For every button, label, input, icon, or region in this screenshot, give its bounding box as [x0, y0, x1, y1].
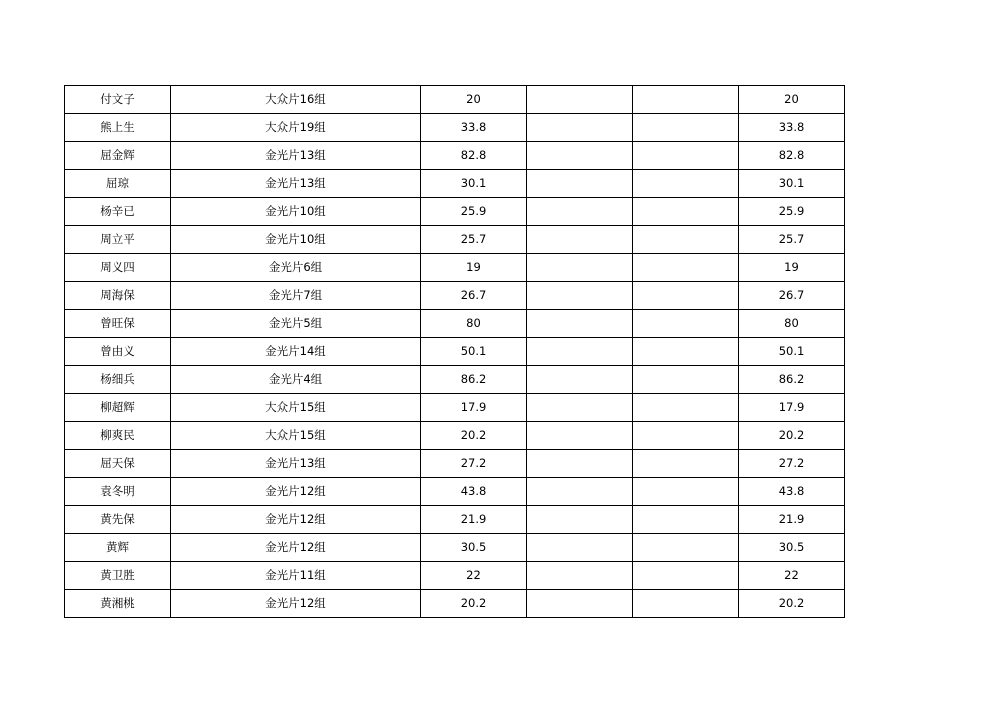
- table-row: [65, 534, 845, 562]
- table-row: [65, 366, 845, 394]
- empty-cell: [527, 534, 633, 562]
- empty-cell: [527, 114, 633, 142]
- table-row: [65, 114, 845, 142]
- total-cell: 30.5: [739, 534, 845, 562]
- empty-cell: [527, 338, 633, 366]
- name-cell: 杨细兵: [65, 366, 171, 394]
- total-cell: 20.2: [739, 590, 845, 618]
- table-row: [65, 450, 845, 478]
- empty-cell: [633, 338, 739, 366]
- empty-cell: [527, 86, 633, 114]
- empty-cell: [527, 254, 633, 282]
- amount-cell: 33.8: [421, 114, 527, 142]
- amount-cell: 22: [421, 562, 527, 590]
- empty-cell: [527, 310, 633, 338]
- empty-cell: [527, 170, 633, 198]
- empty-cell: [527, 450, 633, 478]
- group-cell: 大众片15组: [171, 422, 421, 450]
- total-cell: 33.8: [739, 114, 845, 142]
- empty-cell: [633, 170, 739, 198]
- amount-cell: 80: [421, 310, 527, 338]
- empty-cell: [527, 506, 633, 534]
- name-cell: 杨辛已: [65, 198, 171, 226]
- group-cell: 金光片11组: [171, 562, 421, 590]
- group-cell: 大众片15组: [171, 394, 421, 422]
- empty-cell: [633, 534, 739, 562]
- empty-cell: [633, 282, 739, 310]
- empty-cell: [633, 142, 739, 170]
- table-row: [65, 394, 845, 422]
- total-cell: 19: [739, 254, 845, 282]
- empty-cell: [633, 86, 739, 114]
- empty-cell: [527, 562, 633, 590]
- table-row: [65, 478, 845, 506]
- name-cell: 袁冬明: [65, 478, 171, 506]
- total-cell: 25.9: [739, 198, 845, 226]
- group-cell: 大众片16组: [171, 86, 421, 114]
- total-cell: 82.8: [739, 142, 845, 170]
- amount-cell: 20.2: [421, 590, 527, 618]
- empty-cell: [633, 394, 739, 422]
- amount-cell: 50.1: [421, 338, 527, 366]
- table-body: [65, 86, 845, 618]
- name-cell: 曾由义: [65, 338, 171, 366]
- empty-cell: [633, 478, 739, 506]
- name-cell: 黄辉: [65, 534, 171, 562]
- total-cell: 22: [739, 562, 845, 590]
- group-cell: 金光片13组: [171, 450, 421, 478]
- total-cell: 86.2: [739, 366, 845, 394]
- total-cell: 26.7: [739, 282, 845, 310]
- table-row: [65, 254, 845, 282]
- table-row: [65, 226, 845, 254]
- empty-cell: [527, 366, 633, 394]
- table-row: [65, 338, 845, 366]
- amount-cell: 43.8: [421, 478, 527, 506]
- name-cell: 曾旺保: [65, 310, 171, 338]
- empty-cell: [633, 590, 739, 618]
- group-cell: 大众片19组: [171, 114, 421, 142]
- amount-cell: 27.2: [421, 450, 527, 478]
- amount-cell: 19: [421, 254, 527, 282]
- group-cell: 金光片6组: [171, 254, 421, 282]
- empty-cell: [527, 142, 633, 170]
- empty-cell: [527, 198, 633, 226]
- total-cell: 80: [739, 310, 845, 338]
- table-row: [65, 310, 845, 338]
- empty-cell: [633, 366, 739, 394]
- amount-cell: 21.9: [421, 506, 527, 534]
- table-row: [65, 422, 845, 450]
- name-cell: 柳爽民: [65, 422, 171, 450]
- empty-cell: [633, 450, 739, 478]
- table-row: [65, 142, 845, 170]
- name-cell: 屈天保: [65, 450, 171, 478]
- group-cell: 金光片7组: [171, 282, 421, 310]
- empty-cell: [527, 394, 633, 422]
- table-row: [65, 170, 845, 198]
- total-cell: 50.1: [739, 338, 845, 366]
- empty-cell: [633, 422, 739, 450]
- empty-cell: [633, 562, 739, 590]
- group-cell: 金光片10组: [171, 198, 421, 226]
- table-row: [65, 282, 845, 310]
- total-cell: 43.8: [739, 478, 845, 506]
- amount-cell: 30.1: [421, 170, 527, 198]
- amount-cell: 25.7: [421, 226, 527, 254]
- name-cell: 黄先保: [65, 506, 171, 534]
- empty-cell: [633, 310, 739, 338]
- group-cell: 金光片10组: [171, 226, 421, 254]
- empty-cell: [633, 226, 739, 254]
- group-cell: 金光片12组: [171, 534, 421, 562]
- empty-cell: [633, 114, 739, 142]
- group-cell: 金光片4组: [171, 366, 421, 394]
- table-row: [65, 590, 845, 618]
- group-cell: 金光片13组: [171, 170, 421, 198]
- amount-cell: 17.9: [421, 394, 527, 422]
- amount-cell: 20: [421, 86, 527, 114]
- total-cell: 27.2: [739, 450, 845, 478]
- name-cell: 黄卫胜: [65, 562, 171, 590]
- name-cell: 柳超辉: [65, 394, 171, 422]
- group-cell: 金光片5组: [171, 310, 421, 338]
- group-cell: 金光片12组: [171, 590, 421, 618]
- amount-cell: 82.8: [421, 142, 527, 170]
- name-cell: 屈金辉: [65, 142, 171, 170]
- name-cell: 熊上生: [65, 114, 171, 142]
- amount-cell: 25.9: [421, 198, 527, 226]
- empty-cell: [633, 506, 739, 534]
- group-cell: 金光片14组: [171, 338, 421, 366]
- empty-cell: [527, 422, 633, 450]
- name-cell: 周海保: [65, 282, 171, 310]
- empty-cell: [633, 254, 739, 282]
- amount-cell: 30.5: [421, 534, 527, 562]
- name-cell: 屈琼: [65, 170, 171, 198]
- table-row: [65, 562, 845, 590]
- amount-cell: 20.2: [421, 422, 527, 450]
- total-cell: 17.9: [739, 394, 845, 422]
- empty-cell: [527, 590, 633, 618]
- table-row: [65, 198, 845, 226]
- table-row: [65, 506, 845, 534]
- name-cell: 周立平: [65, 226, 171, 254]
- table-row: [65, 86, 845, 114]
- total-cell: 20: [739, 86, 845, 114]
- empty-cell: [527, 478, 633, 506]
- empty-cell: [527, 226, 633, 254]
- total-cell: 30.1: [739, 170, 845, 198]
- empty-cell: [633, 198, 739, 226]
- amount-cell: 26.7: [421, 282, 527, 310]
- group-cell: 金光片12组: [171, 478, 421, 506]
- name-cell: 周义四: [65, 254, 171, 282]
- total-cell: 21.9: [739, 506, 845, 534]
- amount-cell: 86.2: [421, 366, 527, 394]
- total-cell: 25.7: [739, 226, 845, 254]
- total-cell: 20.2: [739, 422, 845, 450]
- name-cell: 付文子: [65, 86, 171, 114]
- empty-cell: [527, 282, 633, 310]
- data-table: [64, 85, 845, 618]
- group-cell: 金光片12组: [171, 506, 421, 534]
- name-cell: 黄湘桃: [65, 590, 171, 618]
- group-cell: 金光片13组: [171, 142, 421, 170]
